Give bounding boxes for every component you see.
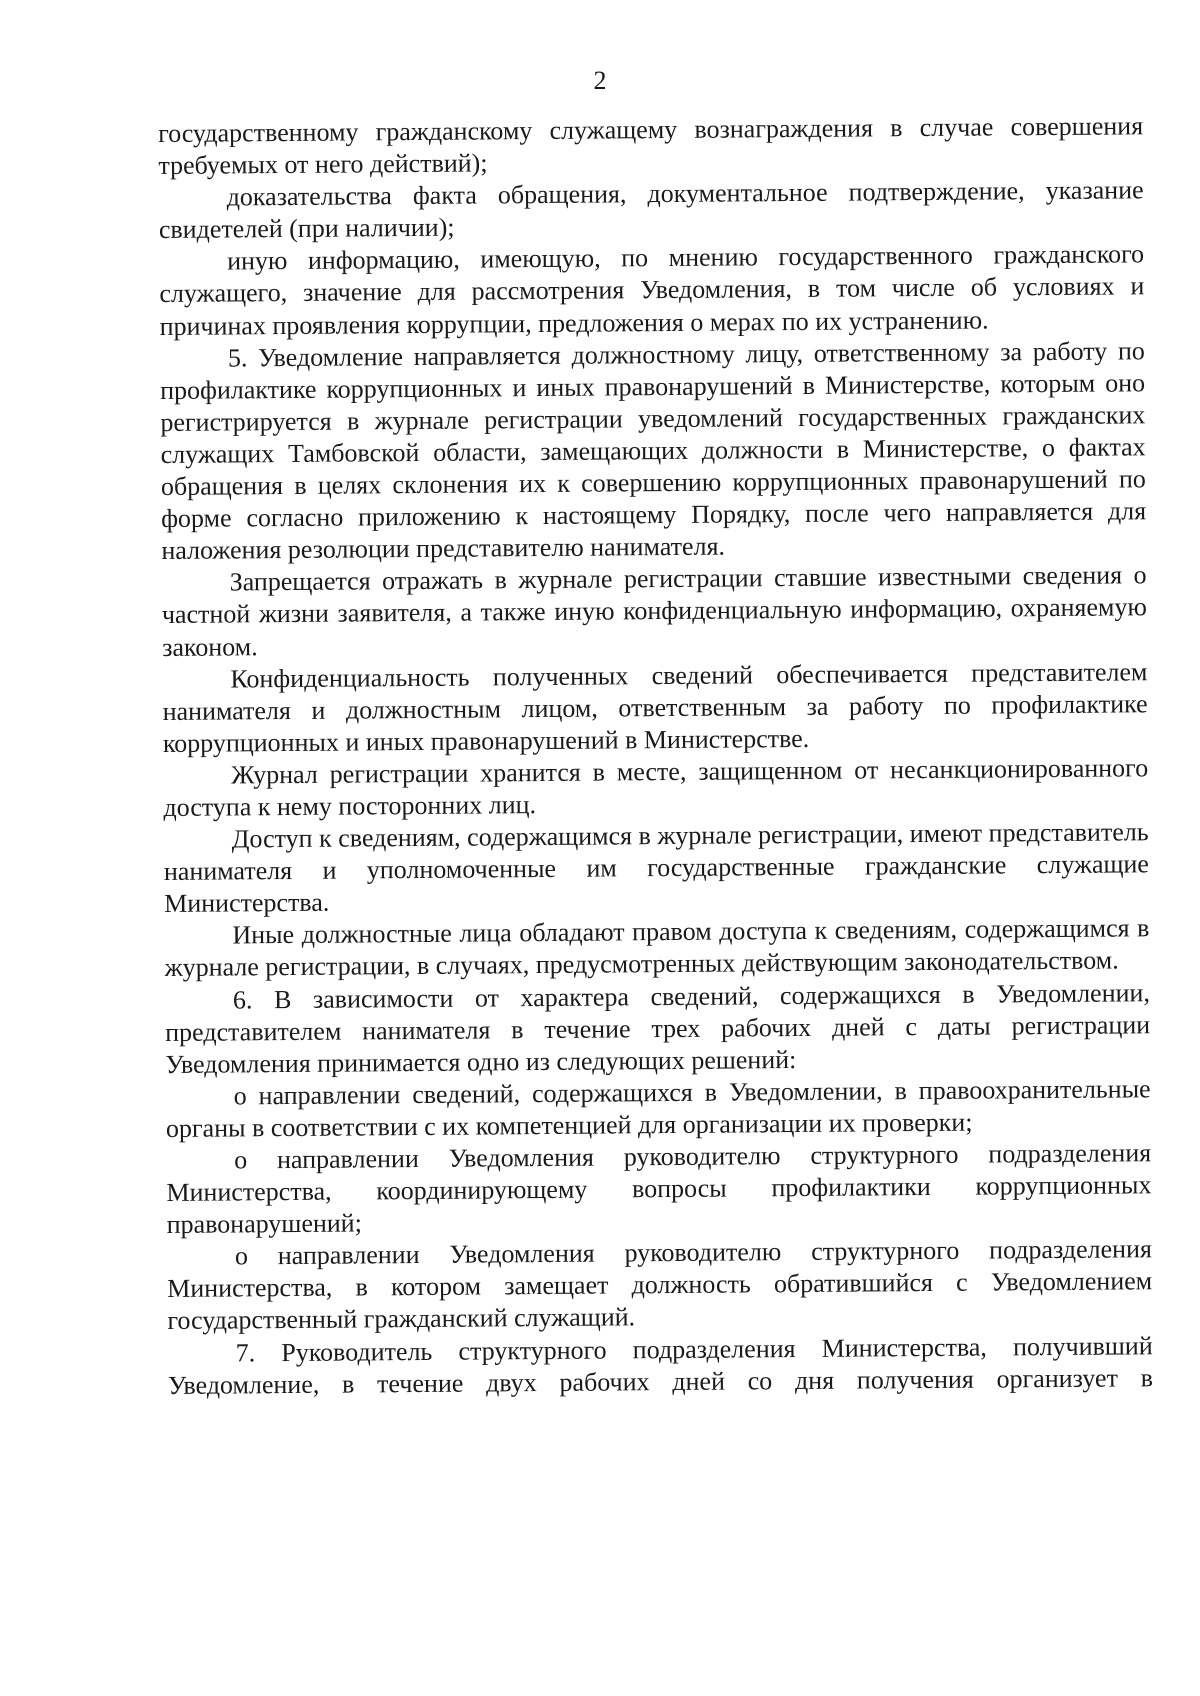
paragraph-8: Доступ к сведениям, содержащимся в журнале регистрации, имеют представитель нанимателя и уполномоченные им государственные гражданские служащие Министерства. — [163, 817, 1150, 919]
paragraph-7: Журнал регистрации хранится в месте, защищенном от несанкционированного доступа к нему посторонних лиц. — [163, 753, 1149, 822]
paragraph-14: 7. Руководитель структурного подразделения Министерства, получивший Уведомление, в течение двух рабочих дней со дня получения организует в — [167, 1330, 1154, 1400]
paragraph-12: о направлении Уведомления руководителю структурного подразделения Министерства, координирующему вопросы профилактики коррупционных правонарушений; — [166, 1138, 1152, 1240]
paragraph-2: доказательства факта обращения, документальное подтверждение, указание свидетелей (при наличии); — [158, 175, 1144, 245]
paragraph-10: 6. В зависимости от характера сведений, содержащихся в Уведомлении, представителем нанимателя в течение трех рабочих дней с даты регистрации Уведомления принимается одно из следующих решений: — [165, 977, 1151, 1079]
paragraph-13: о направлении Уведомления руководителю структурного подразделения Министерства, в котором замещает должность обратившийся с Уведомлением государственный гражданский служащий. — [167, 1234, 1153, 1336]
paragraph-3: иную информацию, имеющую, по мнению государственного гражданского служащего, значение для рассмотрения Уведомления, в том числе об условиях и причинах проявления коррупции, предложения о мерах по их устранению. — [159, 239, 1145, 341]
paragraph-4: 5. Уведомление направляется должностному лицу, ответственному за работу по профилактике коррупционных и иных правонарушений в Министерстве, которым оно регистрируется в журнале регистрации уведомлений государственных гражданских служащих Тамбовской области, замещающих должности в Министерстве, о фактах обращения в целях склонения их к совершению коррупционных правонарушений по форме согласно приложению к настоящему Порядку, после чего направляется для наложения резолюции представителю нанимателя. — [160, 335, 1147, 566]
paragraph-5: Запрещается отражать в журнале регистрации ставшие известными сведения о частной жизни заявителя, а также иную конфиденциальную информацию, охраняемую законом. — [161, 560, 1147, 662]
page-number: 2 — [593, 66, 607, 95]
paragraph-6: Конфиденциальность полученных сведений обеспечивается представителем нанимателя и должностным лицом, ответственным за работу по профилактике коррупционных и иных правонарушений в Министерстве. — [162, 656, 1148, 758]
document-body — [158, 110, 1153, 1401]
paragraph-11: о направлении сведений, содержащихся в Уведомлении, в правоохранительные органы в соответствии с их компетенцией для организации их проверки; — [165, 1074, 1151, 1143]
paragraph-9: Иные должностные лица обладают правом доступа к сведениям, содержащимся в журнале регистрации, в случаях, предусмотренных действующим законодательством. — [164, 913, 1150, 983]
paragraph-1: государственному гражданскому служащему вознаграждения в случае совершения требуемых от него действий); — [158, 111, 1144, 181]
